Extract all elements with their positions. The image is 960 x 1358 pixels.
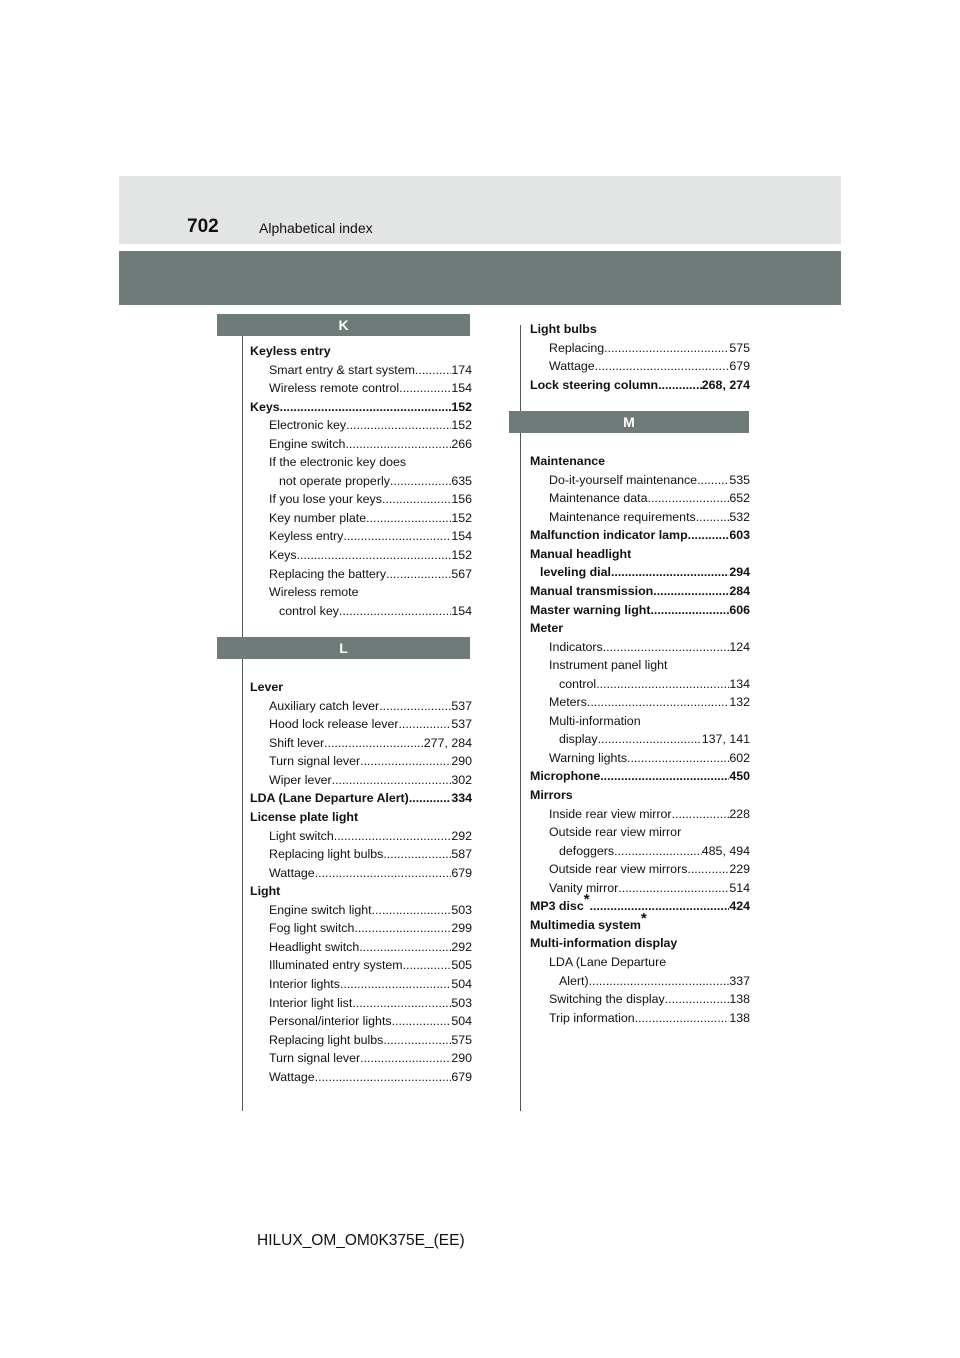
index-entry: Engine switch ..... 266	[250, 435, 472, 454]
index-entry: License plate light	[250, 810, 359, 825]
index-entry: Electronic key ..... 152	[250, 416, 472, 435]
header-title: Alphabetical index	[259, 220, 373, 236]
index-entry: Manual headlight	[530, 546, 632, 561]
index-entry: Wattage ..... 679	[250, 864, 472, 883]
index-entry: Indicators ..... 124	[530, 638, 750, 657]
index-entry: Vanity mirror ..... 514	[530, 879, 750, 898]
index-entry: Keys ..... 152	[250, 546, 472, 565]
index-entry: Multi-information display	[530, 936, 678, 951]
index-entry: Switching the display ..... 138	[530, 990, 750, 1009]
header-dark-band	[119, 251, 841, 305]
index-entry: Wattage ..... 679	[250, 1068, 472, 1087]
index-entry: If you lose your keys ..... 156	[250, 490, 472, 509]
index-column-left	[250, 342, 472, 1086]
index-entry: defoggers ..... 485, 494	[530, 842, 750, 861]
index-entry: LDA (Lane Departure Alert) ..... 334	[250, 789, 472, 808]
index-entry: Replacing light bulbs ..... 587	[250, 845, 472, 864]
index-entry: control key ..... 154	[250, 602, 472, 621]
index-entry: Malfunction indicator lamp ..... 603	[530, 526, 750, 545]
column-rule-left	[242, 335, 243, 1111]
index-entry: Lock steering column ..... 268, 274	[530, 376, 750, 395]
index-entry: Light switch ..... 292	[250, 827, 472, 846]
index-entry: Maintenance	[530, 454, 606, 469]
index-entry: Wireless remote control ..... 154	[250, 379, 472, 398]
index-entry: Illuminated entry system ..... 505	[250, 956, 472, 975]
index-entry: control ..... 134	[530, 675, 750, 694]
index-entry: Instrument panel light	[549, 658, 668, 673]
index-entry: Replacing light bulbs ..... 575	[250, 1031, 472, 1050]
index-entry: Maintenance requirements ..... 532	[530, 508, 750, 527]
index-entry: Replacing ..... 575	[530, 339, 750, 358]
index-entry: Smart entry & start system ..... 174	[250, 361, 472, 380]
index-entry: Outside rear view mirror	[549, 825, 682, 840]
index-entry: MP3 disc* ..... 424	[530, 897, 750, 916]
index-entry: Alert) ..... 337	[530, 972, 750, 991]
index-entry: Light	[250, 884, 281, 899]
index-entry: Microphone ..... 450	[530, 767, 750, 786]
section-header-k: K	[217, 314, 470, 336]
index-entry: Interior light list ..... 503	[250, 994, 472, 1013]
index-entry: Engine switch light ..... 503	[250, 901, 472, 920]
index-entry: Meters ..... 132	[530, 693, 750, 712]
section-header-l: L	[217, 637, 470, 659]
footnote-asterisk: *	[640, 909, 647, 927]
index-entry: display ..... 137, 141	[530, 730, 750, 749]
index-entry: Fog light switch ..... 299	[250, 919, 472, 938]
index-entry: Headlight switch ..... 292	[250, 938, 472, 957]
index-entry: not operate properly ..... 635	[250, 472, 472, 491]
index-entry: leveling dial ..... 294	[530, 563, 750, 582]
index-entry: Hood lock release lever ..... 537	[250, 715, 472, 734]
index-entry: Personal/interior lights ..... 504	[250, 1012, 472, 1031]
index-entry: LDA (Lane Departure	[549, 954, 667, 969]
index-entry: Wiper lever ..... 302	[250, 771, 472, 790]
index-entry: Warning lights ..... 602	[530, 749, 750, 768]
index-entry: Outside rear view mirrors ..... 229	[530, 860, 750, 879]
index-entry: Do-it-yourself maintenance ..... 535	[530, 471, 750, 490]
index-column-right	[530, 320, 750, 1027]
index-entry: Replacing the battery ..... 567	[250, 565, 472, 584]
page-number: 702	[187, 216, 219, 237]
index-entry: Wireless remote	[269, 585, 359, 600]
footer-code: HILUX_OM_OM0K375E_(EE)	[257, 1232, 465, 1249]
section-header-m: M	[509, 411, 749, 433]
index-entry: Key number plate ..... 152	[250, 509, 472, 528]
index-entry: Keyless entry ..... 154	[250, 527, 472, 546]
index-entry: Multi-information	[549, 713, 641, 728]
index-entry: Meter	[530, 621, 564, 636]
index-entry: Inside rear view mirror ..... 228	[530, 805, 750, 824]
index-entry: Manual transmission ..... 284	[530, 582, 750, 601]
index-entry: Turn signal lever ..... 290	[250, 752, 472, 771]
index-entry: Light bulbs	[530, 322, 597, 336]
index-entry: Maintenance data ..... 652	[530, 489, 750, 508]
index-entry: Lever	[250, 680, 284, 695]
index-entry: Mirrors	[530, 788, 573, 803]
index-entry: Interior lights ..... 504	[250, 975, 472, 994]
index-entry: Trip information ..... 138	[530, 1009, 750, 1028]
index-entry: Shift lever ..... 277, 284	[250, 734, 472, 753]
index-entry: Auxiliary catch lever ..... 537	[250, 697, 472, 716]
index-entry: If the electronic key does	[269, 455, 407, 470]
index-entry: Wattage ..... 679	[530, 357, 750, 376]
index-entry: Turn signal lever ..... 290	[250, 1049, 472, 1068]
column-rule-right	[520, 325, 521, 1111]
footnote-asterisk: *	[583, 891, 590, 909]
index-entry: Keyless entry	[250, 344, 331, 358]
index-entry: Master warning light ..... 606	[530, 601, 750, 620]
header-band	[119, 176, 841, 244]
index-entry: Multimedia system*	[530, 909, 647, 932]
index-entry: Keys ..... 152	[250, 398, 472, 417]
